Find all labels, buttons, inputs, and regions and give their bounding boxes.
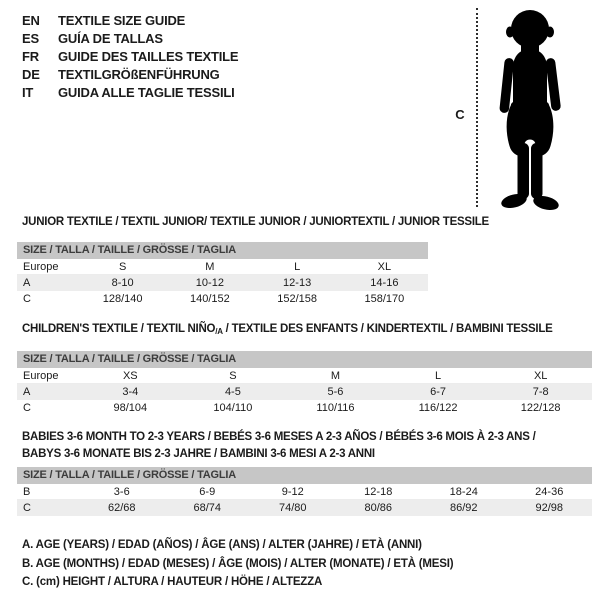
size-cell: L xyxy=(294,261,301,273)
language-row-it xyxy=(22,83,238,101)
language-title: GUIDE DES TAILLES TEXTILE xyxy=(58,48,239,64)
section-title-babies xyxy=(22,429,536,463)
height-cell: 158/170 xyxy=(364,293,405,305)
age-cell: 3-6 xyxy=(113,486,130,498)
height-cell: 128/140 xyxy=(102,293,143,305)
row-label: B xyxy=(23,486,31,498)
age-cell: 24-36 xyxy=(535,486,564,498)
language-title: GUIDA ALLE TAGLIE TESSILI xyxy=(58,84,235,100)
table-row-age xyxy=(17,384,592,400)
height-cell: 122/128 xyxy=(520,402,561,414)
table-row-age-months xyxy=(17,484,592,500)
title-part: / TEXTILE DES ENFANTS / KINDERTEXTIL / BAMBINI TESSILE xyxy=(222,323,553,335)
footnote-c: C. (cm) HEIGHT / ALTURA / HAUTEUR / HÖHE / ALTEZZA xyxy=(22,576,323,588)
height-cell: 152/158 xyxy=(277,293,317,305)
language-row-de xyxy=(22,65,238,83)
row-label: C xyxy=(23,402,31,414)
height-cell: 98/104 xyxy=(113,402,148,414)
language-row-fr xyxy=(22,47,238,65)
measure-label-c: C xyxy=(455,107,465,122)
age-cell: 6-9 xyxy=(199,486,216,498)
size-table-children xyxy=(17,351,592,416)
size-table-header: SIZE / TALLA / TAILLE / GRÖSSE / TAGLIA xyxy=(17,467,592,484)
table-row-europe xyxy=(17,259,428,275)
age-cell: 9-12 xyxy=(281,486,304,498)
language-title: TEXTILE SIZE GUIDE xyxy=(58,12,186,28)
size-table-babies xyxy=(17,467,592,516)
table-row-height xyxy=(17,400,592,416)
language-code: FR xyxy=(22,48,39,64)
age-cell: 12-13 xyxy=(283,277,312,289)
language-row-es xyxy=(22,29,238,47)
title-subscript: /A xyxy=(215,327,223,336)
row-label: A xyxy=(23,277,31,289)
age-cell: 4-5 xyxy=(224,386,241,398)
size-cell: XL xyxy=(377,261,392,273)
size-table-header: SIZE / TALLA / TAILLE / GRÖSSE / TAGLIA xyxy=(17,242,428,259)
height-cell: 92/98 xyxy=(535,502,564,514)
title-part: CHILDREN'S TEXTILE / TEXTIL NIÑO xyxy=(22,323,216,335)
size-table-header: SIZE / TALLA / TAILLE / GRÖSSE / TAGLIA xyxy=(17,351,592,368)
title-line-1: BABIES 3-6 MONTH TO 2-3 YEARS / BEBÉS 3-6 MESES A 2-3 AÑOS / BÉBÉS 3-6 MOIS À 2-3 ANS / xyxy=(22,431,536,443)
language-title: TEXTILGRÖßENFÜHRUNG xyxy=(58,66,220,82)
age-cell: 6-7 xyxy=(430,386,447,398)
age-cell: 3-4 xyxy=(122,386,139,398)
age-cell: 18-24 xyxy=(449,486,478,498)
size-table-junior xyxy=(17,242,428,307)
row-label: Europe xyxy=(23,370,59,382)
section-title-junior: JUNIOR TEXTILE / TEXTIL JUNIOR/ TEXTILE JUNIOR / JUNIORTEXTIL / JUNIOR TESSILE xyxy=(22,216,489,228)
section-title-children xyxy=(22,323,553,336)
row-label: A xyxy=(23,386,31,398)
language-row-en xyxy=(22,11,238,29)
height-cell: 116/122 xyxy=(418,402,458,414)
height-cell: 104/110 xyxy=(213,402,253,414)
size-cell: M xyxy=(330,370,341,382)
language-code: EN xyxy=(22,12,40,28)
footnote-a: A. AGE (YEARS) / EDAD (AÑOS) / ÂGE (ANS) / ALTER (JAHRE) / ETÀ (ANNI) xyxy=(22,539,422,551)
size-cell: XS xyxy=(122,370,138,382)
height-measure-dashed-line xyxy=(476,8,478,207)
table-row-europe xyxy=(17,368,592,384)
language-code: IT xyxy=(22,84,34,100)
title-line-2: BABYS 3-6 MONATE BIS 2-3 JAHRE / BAMBINI 3-6 MESI A 2-3 ANNI xyxy=(22,448,375,460)
footnote-b: B. AGE (MONTHS) / EDAD (MESES) / ÂGE (MOIS) / ALTER (MONATE) / ETÀ (MESI) xyxy=(22,557,454,570)
age-cell: 10-12 xyxy=(195,277,224,289)
height-cell: 74/80 xyxy=(278,502,307,514)
height-cell: 68/74 xyxy=(193,502,222,514)
toddler-silhouette-icon xyxy=(486,8,574,212)
size-cell: XL xyxy=(533,370,548,382)
size-cell: L xyxy=(435,370,442,382)
size-cell: M xyxy=(205,261,215,273)
row-label: Europe xyxy=(23,261,59,273)
age-cell: 7-8 xyxy=(532,386,549,398)
language-code: DE xyxy=(22,66,40,82)
language-title: GUÍA DE TALLAS xyxy=(58,30,163,46)
age-cell: 5-6 xyxy=(327,386,344,398)
row-label: C xyxy=(23,293,31,305)
table-row-height xyxy=(17,291,428,307)
language-list xyxy=(22,11,238,101)
height-cell: 80/86 xyxy=(364,502,393,514)
footnotes xyxy=(22,536,453,592)
size-cell: S xyxy=(229,370,237,382)
age-cell: 12-18 xyxy=(364,486,393,498)
size-cell: S xyxy=(118,261,127,273)
table-row-height xyxy=(17,500,592,516)
language-code: ES xyxy=(22,30,39,46)
height-cell: 110/116 xyxy=(316,402,355,414)
table-row-age xyxy=(17,275,428,291)
row-label: C xyxy=(23,502,31,514)
height-cell: 86/92 xyxy=(449,502,478,514)
height-cell: 140/152 xyxy=(189,293,230,305)
height-cell: 62/68 xyxy=(107,502,136,514)
age-cell: 14-16 xyxy=(370,277,399,289)
age-cell: 8-10 xyxy=(111,277,134,289)
